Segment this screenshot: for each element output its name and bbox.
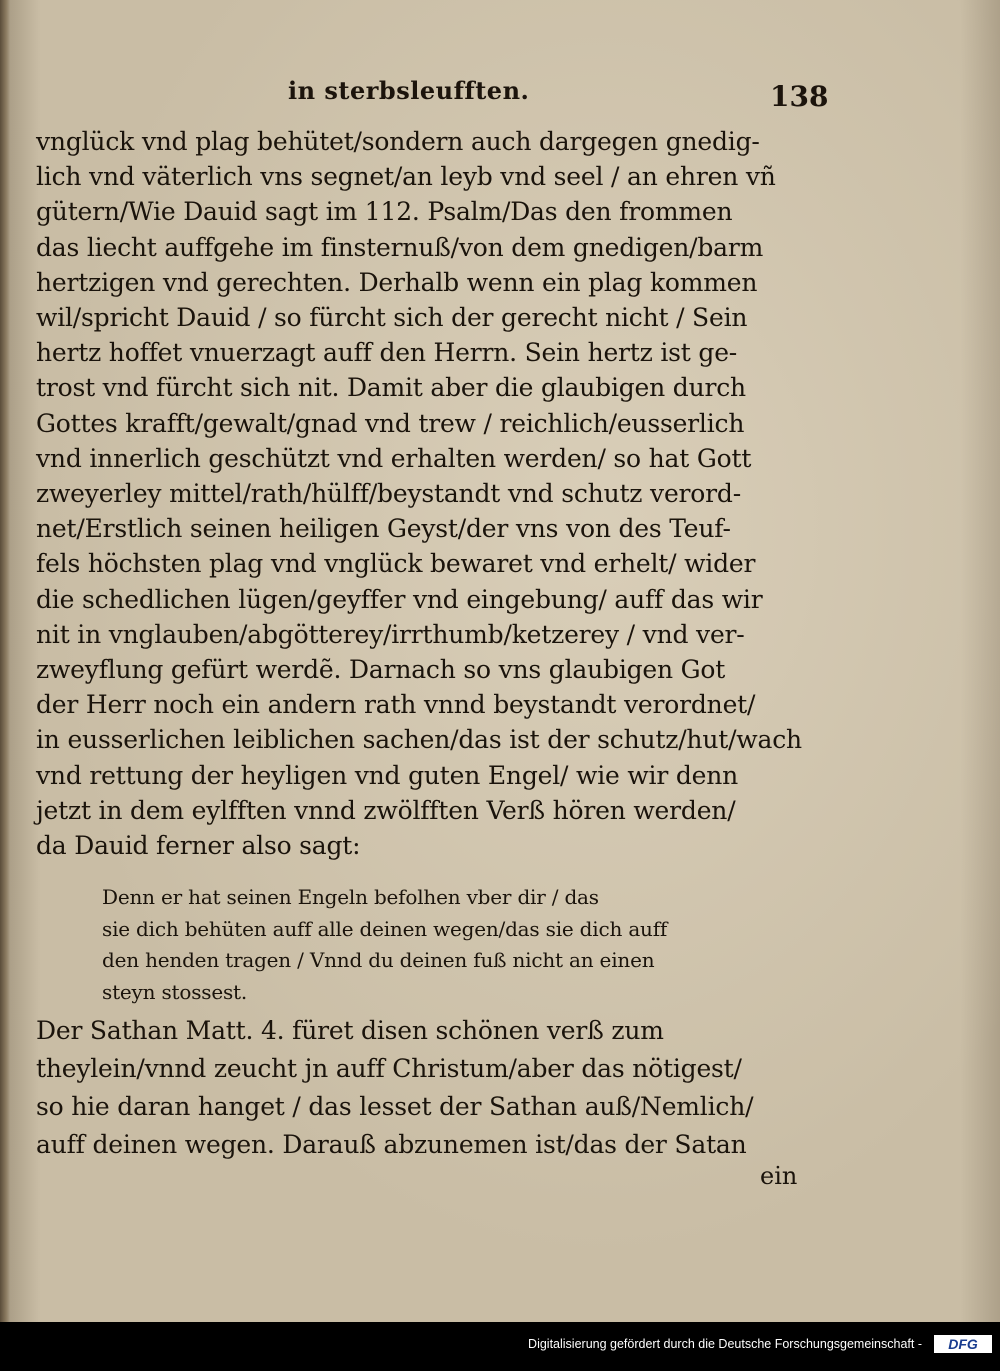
text-line: vnd rettung der heyligen vnd guten Engel/ wie wir denn [36,760,739,790]
quote-line: steyn stossest. [102,979,248,1004]
main-paragraph [36,124,806,863]
text-line: die schedlichen lügen/geyffer vnd eingebung/ auff das wir [36,584,763,614]
text-line: hertz hoffet vnuerzagt auff den Herrn. Sein hertz ist ge- [36,338,738,368]
page-number: 138 [770,80,829,113]
text-line: zweyerley mittel/rath/hülff/beystandt vnd schutz verord- [36,479,741,509]
text-line: hertzigen vnd gerechten. Derhalb wenn ein plag kommen [36,267,758,297]
text-line: vnd innerlich geschützt vnd erhalten werden/ so hat Gott [36,443,752,473]
text-line: net/Erstlich seinen heiligen Geyst/der vns von des Teuf- [36,514,731,544]
text-line: auff deinen wegen. Darauß abzunemen ist/das der Satan [36,1130,747,1159]
text-line: fels höchsten plag vnd vnglück bewaret vnd erhelt/ wider [36,549,756,579]
text-line: lich vnd väterlich vns segnet/an leyb vnd seel / an ehren vñ [36,162,776,192]
text-line: wil/spricht Dauid / so fürcht sich der gerecht nicht / Sein [36,303,748,333]
text-line: das liecht auffgehe im finsternuß/von dem gnedigen/barm [36,232,764,262]
catchword: ein [760,1162,798,1190]
text-line: nit in vnglauben/abgötterey/irrthumb/ketzerey / vnd ver- [36,619,745,649]
text-line: der Herr noch ein andern rath vnnd beystandt verordnet/ [36,690,756,720]
text-line: gütern/Wie Dauid sagt im 112. Psalm/Das den frommen [36,197,733,227]
funding-credit: Digitalisierung gefördert durch die Deutsche Forschungsgemeinschaft - [528,1337,922,1351]
text-line: vnglück vnd plag behütet/sondern auch dargegen gnedig- [36,127,760,156]
running-head: in sterbsleufften. [288,76,530,105]
text-line: jetzt in dem eylfften vnnd zwölfften Verß hören werden/ [36,795,736,825]
digitization-footer [0,1322,1000,1371]
text-line: da Dauid ferner also sagt: [36,831,361,861]
text-line: so hie daran hanget / das lesset der Sathan auß/Nemlich/ [36,1092,754,1121]
text-line: theylein/vnnd zeucht jn auff Christum/aber das nötigest/ [36,1054,742,1083]
page-header [0,76,1000,116]
text-line: Gottes krafft/gewalt/gnad vnd trew / reichlich/eusserlich [36,408,745,438]
quote-line: Denn er hat seinen Engeln befolhen vber dir / das [102,885,599,909]
page-binding-edge [0,0,10,1322]
quote-line: sie dich behüten auff alle deinen wegen/das sie dich auff [102,916,668,941]
second-paragraph [36,1012,806,1164]
text-line: trost vnd fürcht sich nit. Damit aber die glaubigen durch [36,373,746,403]
quote-line: den henden tragen / Vnnd du deinen fuß nicht an einen [102,948,655,972]
dfg-logo: DFG [934,1335,992,1353]
text-line: in eusserlichen leiblichen sachen/das ist der schutz/hut/wach [36,725,802,755]
scripture-quote [102,882,792,1008]
text-line: Der Sathan Matt. 4. füret disen schönen verß zum [36,1016,664,1045]
text-line: zweyflung gefürt werdẽ. Darnach so vns glaubigen Got [36,655,726,685]
